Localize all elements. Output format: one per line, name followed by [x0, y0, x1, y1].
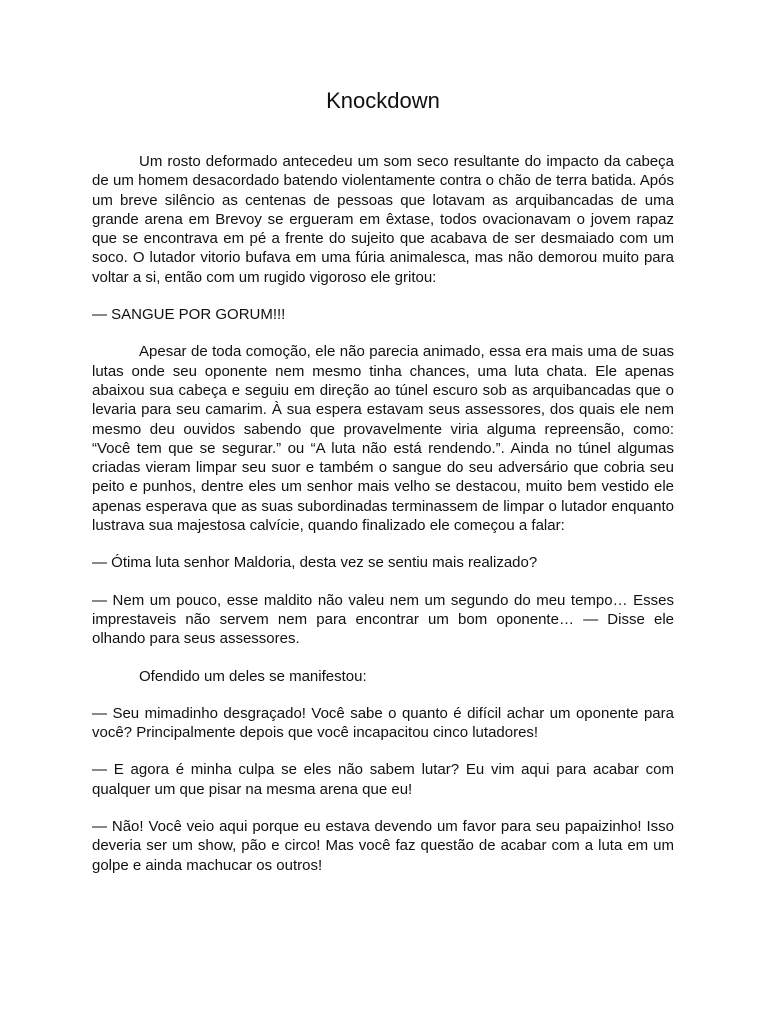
paragraph-3: Apesar de toda comoção, ele não parecia animado, essa era mais uma de suas lutas onde seu oponente nem mesmo tinha chances, uma luta chata. Ele apenas abaixou sua cabeça e seguiu em direção ao túnel escuro sob as arquibancadas que o levaria para seu camarim. À sua espera estavam seus assessores, dos quais ele nem mesmo deu ouvidos sabendo que provavelmente viria alguma repreensão, como: “Você tem que se segurar.” ou “A luta não está rendendo.”. Ainda no túnel algumas criadas vieram limpar seu suor e também o sangue do seu adversário que cobria seu peito e punhos, dentre eles um senhor mais velho se destacou, muito bem vestido ele apenas esperava que as suas subordinadas terminassem de limpar o lutador enquanto lustrava sua majestosa calvície, quando finalizado ele começou a falar: — [92, 343, 674, 535]
paragraph-6: Ofendido um deles se manifestou: — [139, 667, 367, 685]
paragraph-gap — [92, 287, 674, 305]
paragraph-4: — Ótima luta senhor Maldoria, desta vez se sentiu mais realizado? — [92, 554, 538, 572]
document-title: Knockdown — [326, 88, 440, 113]
paragraph-2: — SANGUE POR GORUM!!! — [92, 306, 286, 324]
paragraph-gap — [92, 686, 674, 704]
paragraph-gap — [92, 573, 674, 591]
paragraph-8: — E agora é minha culpa se eles não sabem lutar? Eu vim aqui para acabar com qualquer um que pisar na mesma arena que eu! — [92, 761, 674, 798]
paragraph-gap — [92, 742, 674, 760]
document-page — [92, 86, 674, 875]
paragraph-gap — [92, 535, 674, 553]
paragraph-gap — [92, 324, 674, 342]
paragraph-9: — Não! Você veio aqui porque eu estava devendo um favor para seu papaizinho! Isso deveria ser um show, pão e circo! Mas você faz questão de acabar com a luta em um golpe e ainda machucar os outros! — [92, 818, 674, 874]
paragraph-gap — [92, 799, 674, 817]
paragraph-1: Um rosto deformado antecedeu um som seco resultante do impacto da cabeça de um homem desacordado batendo violentamente contra o chão de terra batida. Após um breve silêncio as centenas de pessoas que lotavam as arquibancadas de uma grande arena em Brevoy se ergueram em êxtase, todos ovacionavam o jovem rapaz que se encontrava em pé a frente do sujeito que acabava de ser desmaiado com um soco. O lutador vitorio bufava em uma fúria animalesca, mas não demorou muito para voltar a si, então com um rugido vigoroso ele gritou: — [92, 153, 674, 286]
paragraph-gap — [92, 649, 674, 667]
paragraph-5: — Nem um pouco, esse maldito não valeu nem um segundo do meu tempo… Esses imprestaveis não servem nem para encontrar um bom oponente… — Disse ele olhando para seus assessores. — [92, 591, 674, 648]
paragraph-7: — Seu mimadinho desgraçado! Você sabe o quanto é difícil achar um oponente para você? Principalmente depois que você incapacitou cinco lutadores! — [92, 704, 674, 742]
